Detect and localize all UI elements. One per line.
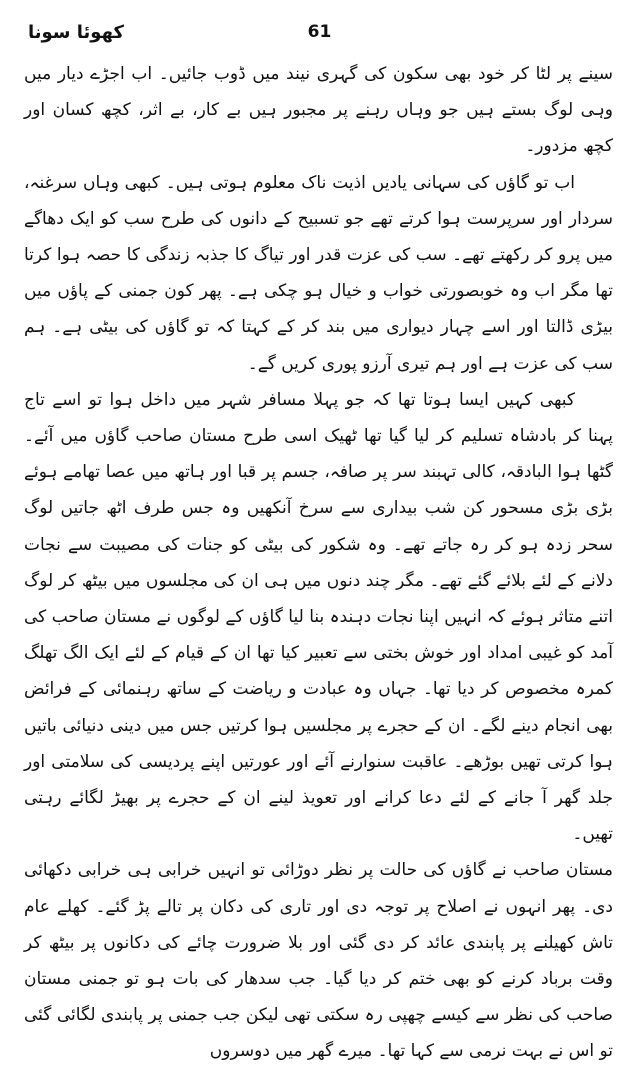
paragraph: کبھی کہیں ایسا ہوتا تھا کہ جو پہلا مسافر شہر میں داخل ہوا تو اسے تاج پہنا کر بادشاہ تسلیم کر لیا گیا تھا ٹھیک اسی طرح مستان صاحب گاؤں میں آئے۔ گٹھا ہوا البادقہ، کالی تہبند سر پر صافہ، جسم پر قبا اور ہاتھ میں عصا تھامے ہوئے بڑی بڑی مسحور کن شب بیداری سے سرخ آنکھیں وہ جس طرف اٹھ جاتیں لوگ سحر زدہ ہو کر رہ جاتے تھے۔ وہ شکور کی بیٹی کو جنات کی مصیبت سے نجات دلانے کے لئے بلائے گئے تھے۔ مگر چند دنوں میں ہی ان کی مجلسوں میں بیٹھ کر لوگ اتنے متاثر ہوئے کہ انہیں اپنا نجات دہندہ بنا لیا گاؤں کے لوگوں نے مستان صاحب کی آمد کو غیبی امداد اور خوش بختی سے تعبیر کیا تھا ان کے قیام کے لئے ایک الگ تھلگ کمرہ مخصوص کر دیا تھا۔ جہاں وہ عبادت و ریاضت کے ساتھ رہنمائی کے فرائض بھی انجام دینے لگے۔ ان کے حجرے پر مجلسیں ہوا کرتیں جس میں دینی دنیائی باتیں ہوا کرتی تھیں بوڑھے۔ عاقبت سنوارنے آئے اور عورتیں اپنے پردیسی کی سلامتی اور جلد گھر آ جانے کے لئے دعا کرانے اور تعویذ لینے ان کے حجرے پر بھیڑ لگائے رہتی تھیں۔	[24, 389, 613, 845]
page-body	[24, 56, 613, 1070]
book-title: کھوئا سونا	[28, 22, 124, 43]
page-number: 61	[307, 22, 332, 42]
paragraph: مستان صاحب نے گاؤں کی حالت پر نظر دوڑائی تو انہیں خرابی ہی خرابی دکھائی دی۔ پھر انہوں نے اصلاح پر توجہ دی اور تاری کی دکان پر تالے پڑ گئے۔ کھلے عام تاش کھیلنے پر پابندی عائد کر دی گئی اور بلا ضرورت چائے کی دکانوں پر بیٹھ کر وقت برباد کرنے کو بھی ختم کر دیا گیا۔ جب سدھار کی بات ہو تو جمنی مستان صاحب کی نظر سے کیسے چھپی رہ سکتی تھی لیکن جب جمنی پر پابندی لگائی گئی تو اس نے بہت نرمی سے کہا تھا۔ میرے گھر میں دوسروں	[24, 860, 613, 1062]
page-header	[28, 22, 611, 50]
paragraph: اب تو گاؤں کی سہانی یادیں اذیت ناک معلوم ہوتی ہیں۔ کبھی وہاں سرغنہ، سردار اور سرپرست ہوا کرتے تھے جو تسبیح کے دانوں کی طرح سب کو ایک دھاگے میں پرو کر رکھتے تھے۔ سب کی عزت قدر اور تیاگ کا جذبہ زندگی کا حصہ ہوا کرتا تھا مگر اب وہ خوبصورتی خواب و خیال ہو چکی ہے۔ پھر کون جمنی کے پاؤں میں بیڑی ڈالتا اور اسے چہار دیواری میں بند کر کے کہتا کہ تو گاؤں کی بیٹی ہے۔ ہم سب کی عزت ہے اور ہم تیری آرزو پوری کریں گے۔	[24, 172, 613, 374]
paragraph: سینے پر لٹا کر خود بھی سکون کی گہری نیند میں ڈوب جائیں۔ اب اجڑے دیار میں وہی لوگ بستے ہیں جو وہاں رہنے پر مجبور ہیں بے کار، بے اثر، کچھ کسان اور کچھ مزدور۔	[24, 64, 613, 157]
